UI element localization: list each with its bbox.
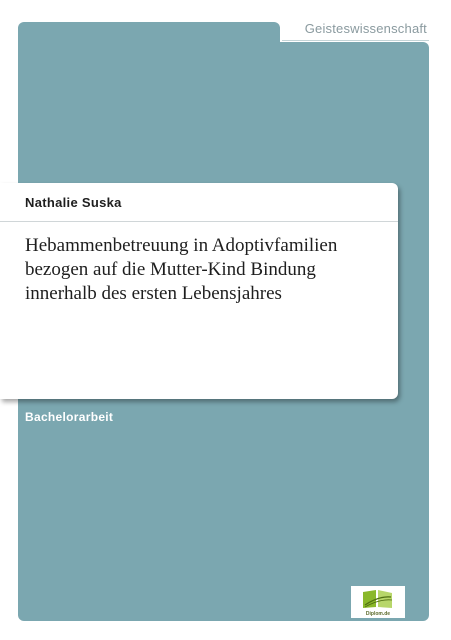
book-title: Hebammenbetreuung in Adoptivfamilien bezogen auf die Mutter-Kind Bindung innerhalb des ersten Lebensjahres bbox=[25, 235, 338, 304]
category-label: Geisteswissenschaft bbox=[304, 21, 427, 36]
publisher-logo bbox=[351, 586, 405, 618]
cover-top-tab bbox=[18, 22, 280, 42]
category-divider bbox=[282, 40, 429, 41]
title-card bbox=[0, 183, 398, 399]
author-name: Nathalie Suska bbox=[25, 195, 122, 210]
book-icon bbox=[361, 588, 395, 610]
title-card-divider bbox=[0, 221, 398, 222]
document-type: Bachelorarbeit bbox=[25, 410, 114, 424]
publisher-name: Diplom.de bbox=[365, 611, 391, 617]
